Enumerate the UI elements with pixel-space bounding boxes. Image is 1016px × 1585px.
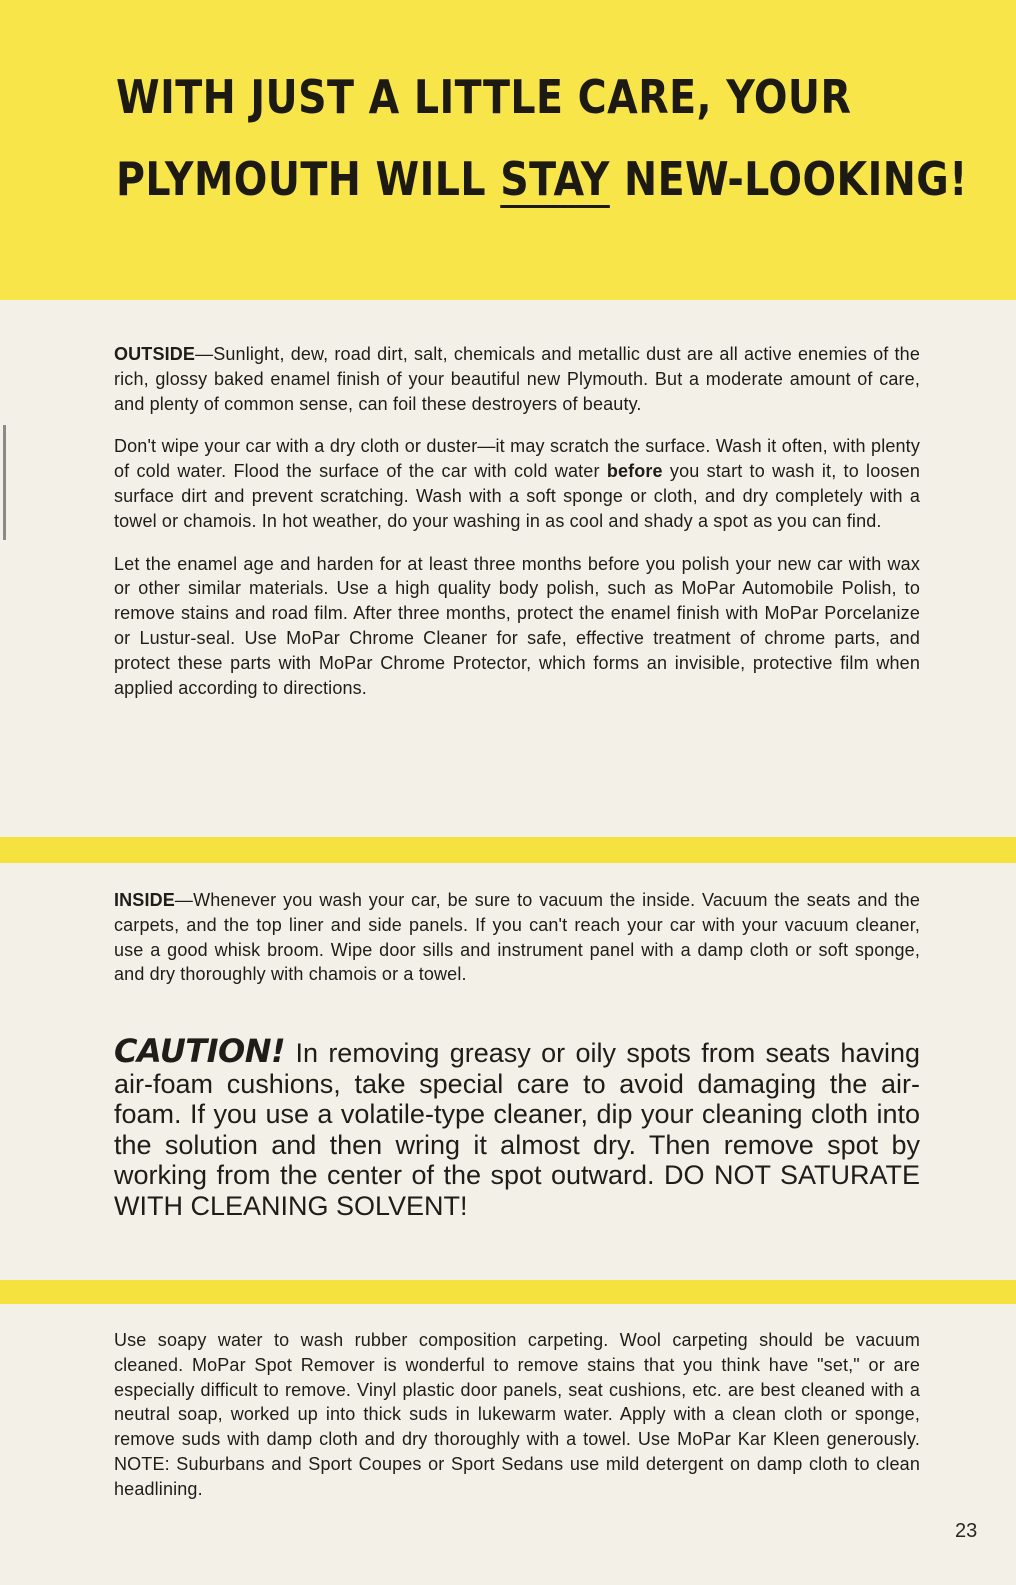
caution-section <box>114 1032 920 1221</box>
outside-p1-text: —Sunlight, dew, road dirt, salt, chemicals and metallic dust are all active enemies of the rich, glossy baked enamel finish of your beautiful new Plymouth. But a moderate amount of care, and plenty of common sense, can foil these destroyers of beauty. <box>114 344 920 414</box>
outside-p2-text-a: Don't wipe your car with a dry cloth or duster—it may scratch the surface. Wash it often, with plenty of cold water. Flood the surface of the car with cold water <box>114 436 920 482</box>
outside-section <box>114 342 920 700</box>
outside-paragraph-3: Let the enamel age and harden for at least three months before you polish your new car with wax or other similar materials. Use a high quality body polish, such as MoPar Automobile Polish, to remove stains and road film. After three months, protect the enamel finish with MoPar Porcelanize or Lustur-seal. Use MoPar Chrome Cleaner for safe, effective treatment of chrome parts, and protect these parts with MoPar Chrome Protector, which forms an invisible, protective film when applied according to directions. <box>114 553 920 698</box>
caution-paragraph <box>114 1032 920 1221</box>
outside-paragraph-2 <box>114 434 920 533</box>
title-text-1: WITH JUST A LITTLE CARE, YOUR <box>116 70 852 124</box>
inside-section <box>114 888 920 987</box>
outside-paragraph-1 <box>114 342 920 416</box>
title-text-2b: NEW-LOOKING! <box>609 152 968 206</box>
divider-band-1 <box>0 837 1016 863</box>
title-emphasis-stay: STAY <box>500 152 610 206</box>
title-banner <box>0 0 1016 300</box>
outside-p2-text-b: you start to wash it, to loosen surface dirt and prevent scratching. Wash with a soft sponge or cloth, and dry completely with a towel or chamois. In hot weather, do your washing in as cool and shady a spot as you can find. <box>114 461 920 531</box>
page-edge-mark <box>3 425 6 540</box>
page-title-line-1 <box>116 70 851 124</box>
outside-lead: OUTSIDE <box>114 344 196 364</box>
inside-lead: INSIDE <box>114 890 175 910</box>
page-title-line-2 <box>116 152 968 206</box>
carpeting-section <box>114 1328 920 1502</box>
outside-p2-bold: before <box>606 461 663 482</box>
caution-label: CAUTION! <box>114 1032 286 1070</box>
divider-band-2 <box>0 1280 1016 1304</box>
caution-text: In removing greasy or oily spots from seats having air-foam cushions, take special care to avoid damaging the air-foam. If you use a volatile-type cleaner, dip your cleaning cloth into the solution and then wring it almost dry. Then remove spot by working from the center of the spot outward. DO NOT SATURATE WITH CLEANING SOLVENT! <box>114 1038 920 1221</box>
inside-paragraph <box>114 888 920 987</box>
page-number: 23 <box>955 1520 978 1542</box>
title-text-2a: PLYMOUTH WILL <box>116 152 501 206</box>
inside-p1-text: —Whenever you wash your car, be sure to vacuum the inside. Vacuum the seats and the carpets, and the top liner and side panels. If you can't reach your car with your vacuum cleaner, use a good whisk broom. Wipe door sills and instrument panel with a damp cloth or soft sponge, and dry thoroughly with chamois or a towel. <box>114 890 920 985</box>
carpeting-paragraph: Use soapy water to wash rubber composition carpeting. Wool carpeting should be vacuum cleaned. MoPar Spot Remover is wonderful to remove stains that you think have "set," or are especially difficult to remove. Vinyl plastic door panels, seat cushions, etc. are best cleaned with a neutral soap, worked up into thick suds in lukewarm water. Apply with a clean cloth or sponge, remove suds with damp cloth and dry thoroughly with a towel. Use MoPar Kar Kleen generously. NOTE: Suburbans and Sport Coupes or Sport Sedans use mild detergent on damp cloth to clean headlining. <box>114 1330 920 1499</box>
